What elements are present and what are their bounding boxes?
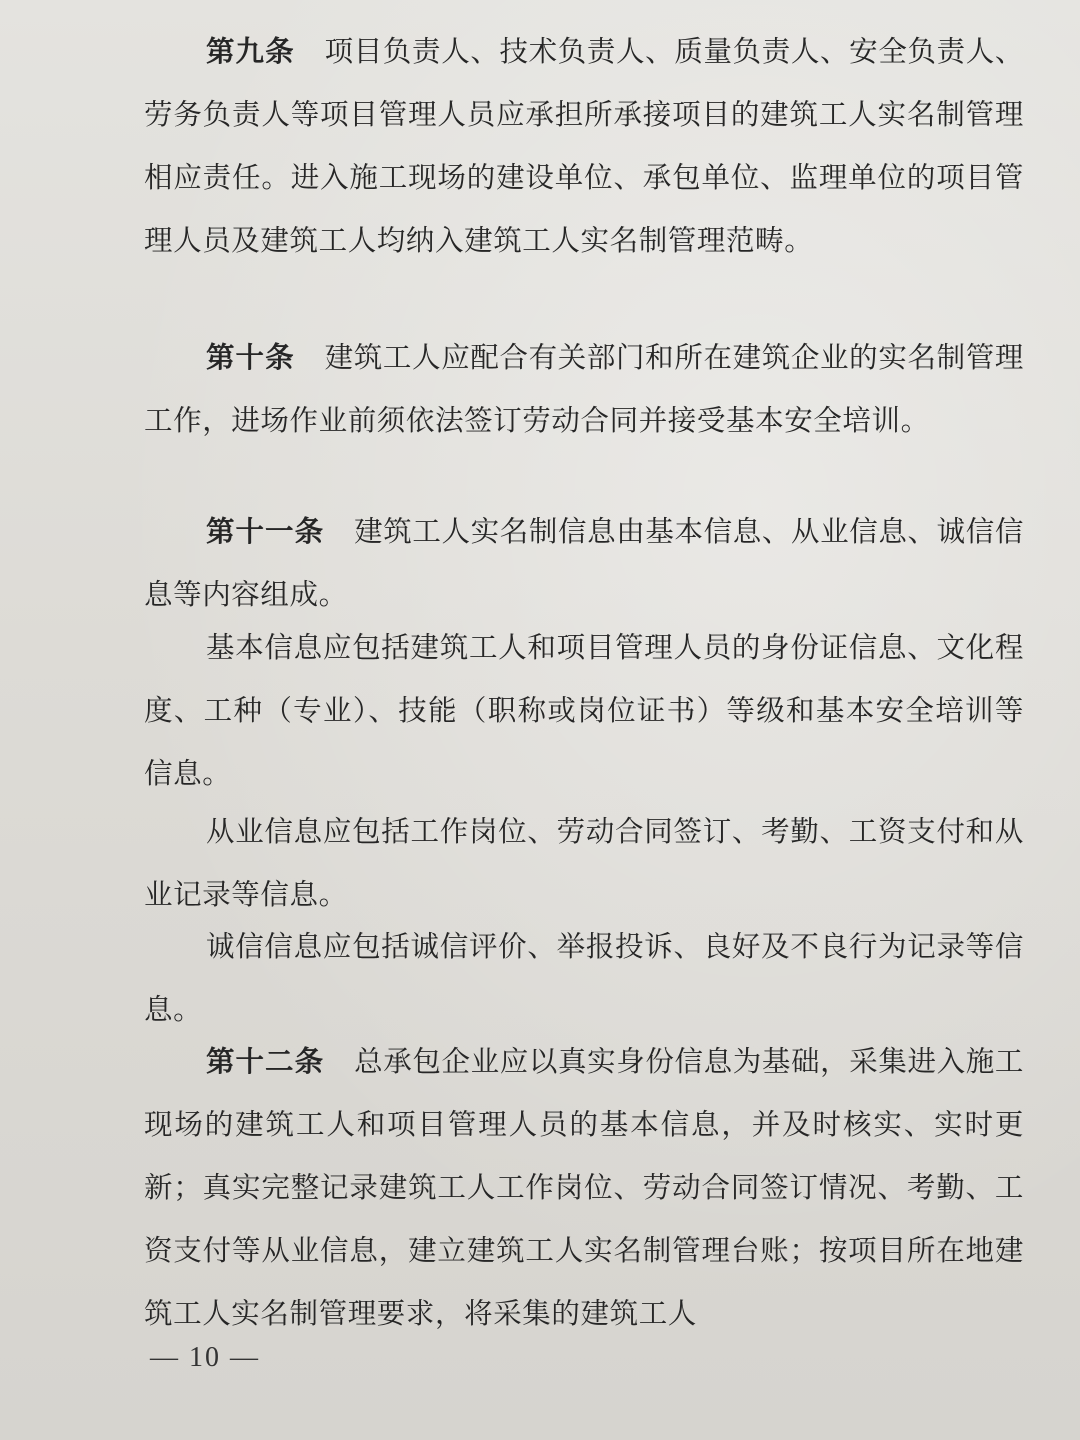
article-11-text: 建筑工人实名制信息由基本信息、从业信息、诚信信息等内容组成。 [144, 515, 1024, 611]
article-10-text: 建筑工人应配合有关部门和所在建筑企业的实名制管理工作，进场作业前须依法签订劳动合同并接受基本安全培训。 [144, 341, 1024, 437]
article-11-employment-info: 从业信息应包括工作岗位、劳动合同签订、考勤、工资支付和从业记录等信息。 [144, 815, 1024, 911]
article-10 [144, 326, 1024, 452]
article-11 [144, 500, 1024, 626]
article-9 [144, 20, 1024, 272]
article-11-basic-info: 基本信息应包括建筑工人和项目管理人员的身份证信息、文化程度、工种（专业）、技能（职称或岗位证书）等级和基本安全培训等信息。 [144, 631, 1024, 790]
article-11-label: 第十一条 [206, 514, 325, 548]
article-10-label: 第十条 [206, 340, 295, 374]
article-9-text: 项目负责人、技术负责人、质量负责人、安全负责人、劳务负责人等项目管理人员应承担所承接项目的建筑工人实名制管理相应责任。进入施工现场的建设单位、承包单位、监理单位的项目管理人员及建筑工人均纳入建筑工人实名制管理范畴。 [144, 35, 1024, 257]
article-9-label: 第九条 [206, 34, 295, 68]
article-12-label: 第十二条 [206, 1044, 325, 1078]
article-11-credit-info: 诚信信息应包括诚信评价、举报投诉、良好及不良行为记录等信息。 [144, 930, 1024, 1026]
article-12 [144, 1030, 1024, 1345]
article-12-text: 总承包企业应以真实身份信息为基础，采集进入施工现场的建筑工人和项目管理人员的基本信息，并及时核实、实时更新；真实完整记录建筑工人工作岗位、劳动合同签订情况、考勤、工资支付等从业信息，建立建筑工人实名制管理台账；按项目所在地建筑工人实名制管理要求，将采集的建筑工人 [144, 1045, 1024, 1330]
page-number: — 10 — [150, 1342, 260, 1373]
